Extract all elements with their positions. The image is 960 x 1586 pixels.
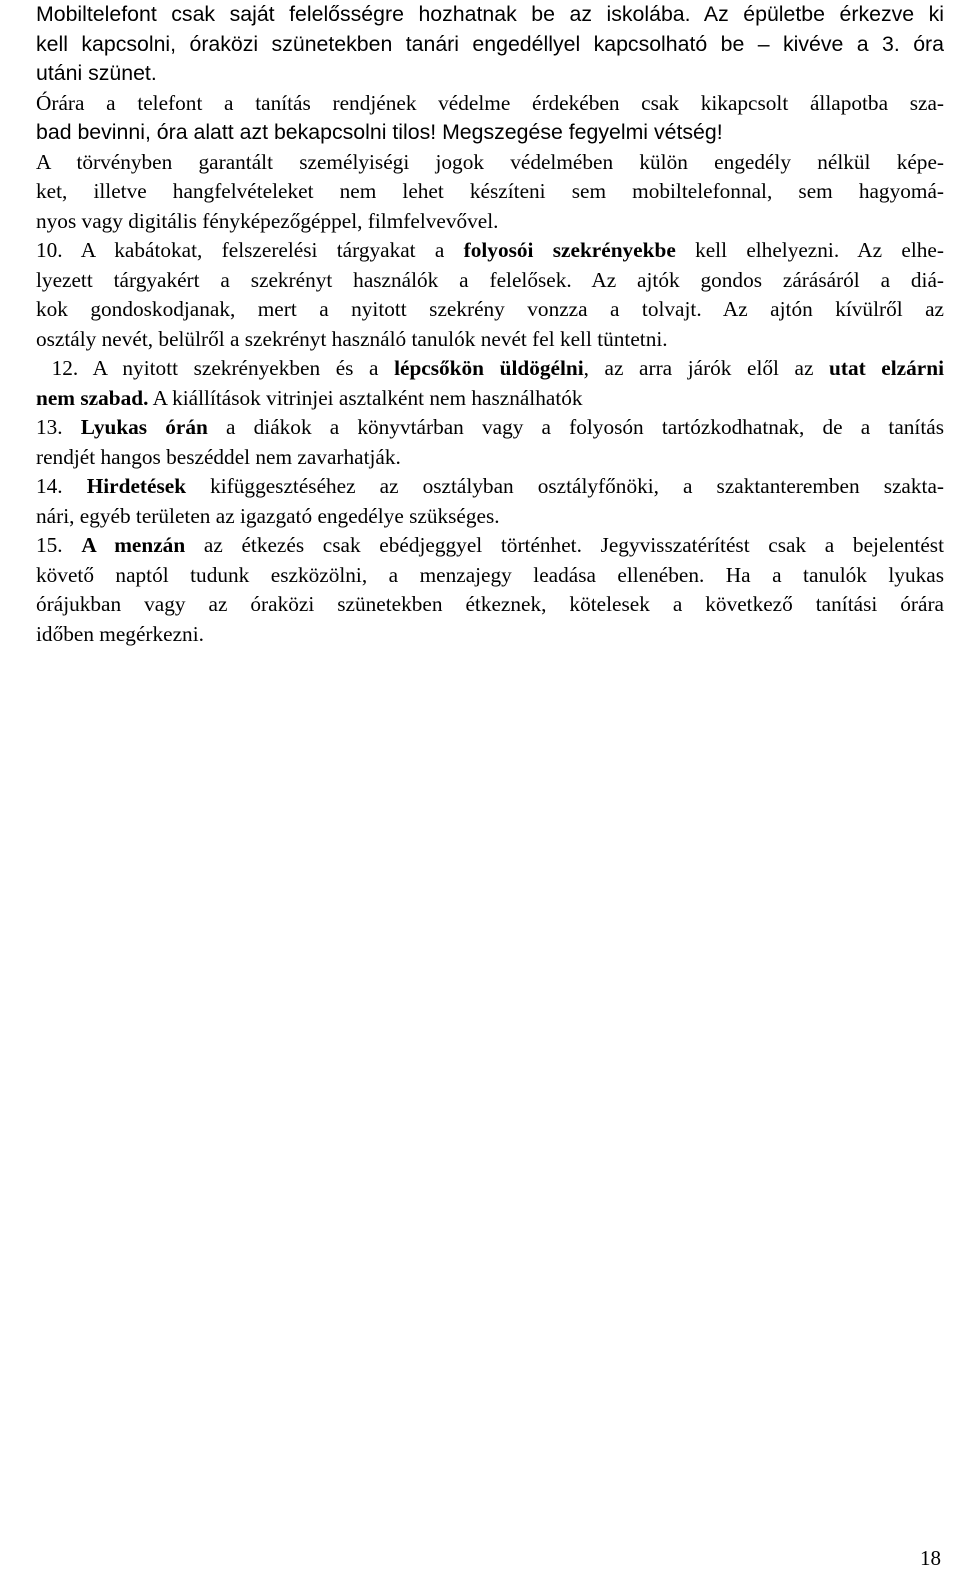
rule-item-10 — [36, 236, 944, 354]
rule-text: A kiállítások vitrinjei asztalként nem használhatók — [148, 385, 583, 410]
emphasis-text: A menzán — [81, 533, 186, 557]
rule-line — [36, 413, 944, 443]
rule-line — [36, 472, 944, 502]
rule-line — [36, 384, 944, 414]
document-page — [36, 0, 944, 649]
emphasis-text: folyosói szekrényekbe — [463, 238, 676, 262]
rule-line — [36, 531, 944, 561]
rule-text: a diákok a könyvtárban vagy a folyosón tartózkodhatnak, de a tanítás — [207, 415, 944, 439]
rule-text: , az arra járók elől az — [583, 356, 830, 380]
emphasis-text: Hirdetések — [86, 474, 187, 498]
text-line: ket, illetve hangfelvételeket nem lehet készíteni sem mobiltelefonnal, sem hagyomá- — [36, 179, 944, 203]
item-number: 15. — [36, 533, 63, 557]
rule-line: lyezett tárgyakért a szekrényt használók a felelősek. Az ajtók gondos zárásáról a diá- — [36, 267, 944, 292]
text-line: kell kapcsolni, óraközi szünetekben tanári engedéllyel kapcsolható be – kivéve a 3. óra — [36, 31, 944, 56]
rule-line: nári, egyéb területen az igazgató engedélye szükséges. — [36, 503, 500, 528]
emphasis-text: utat elzárni — [829, 356, 944, 380]
item-number: 13. — [36, 415, 63, 439]
rule-text: A kabátokat, felszerelési tárgyakat a — [80, 238, 464, 262]
rule-line: órájukban vagy az óraközi szünetekben étkeznek, kötelesek a következő tanítási órára — [36, 592, 944, 616]
rule-line: időben megérkezni. — [36, 621, 204, 646]
rule-item-15 — [36, 531, 944, 649]
text-line: A törvényben garantált személyiségi jogok védelmében külön engedély nélkül képe- — [36, 149, 944, 174]
rule-line: kok gondoskodjanak, mert a nyitott szekrény vonzza a tolvajt. Az ajtón kívülről az — [36, 297, 944, 321]
rule-item-13 — [36, 413, 944, 472]
rule-text: az étkezés csak ebédjeggyel történhet. Jegyvisszatérítést csak a bejelentést — [185, 533, 944, 557]
paragraph-mobile-phone — [36, 0, 944, 236]
text-line: Órára a telefont a tanítás rendjének védelme érdekében csak kikapcsolt állapotba sza- — [36, 90, 944, 115]
rule-line: osztály nevét, belülről a szekrényt használó tanulók nevét fel kell tüntetni. — [36, 326, 668, 351]
emphasis-text: Lyukas órán — [80, 415, 208, 439]
rule-item-14 — [36, 472, 944, 531]
rule-line — [36, 236, 944, 266]
rule-line: rendjét hangos beszéddel nem zavarhatják. — [36, 444, 401, 469]
rule-line — [36, 354, 944, 384]
emphasis-text: lépcsőkön üldögélni — [394, 356, 584, 380]
text-line: bad bevinni, óra alatt azt bekapcsolni tilos! Megszegése fegyelmi vétség! — [36, 120, 723, 144]
text-line: utáni szünet. — [36, 61, 157, 85]
item-number: 14. — [36, 474, 63, 498]
emphasis-text: nem szabad. — [36, 385, 149, 410]
rule-item-12 — [36, 354, 944, 413]
page-number: 18 — [920, 1546, 941, 1570]
text-line: Mobiltelefont csak saját felelősségre hozhatnak be az iskolába. Az épületbe érkezve ki — [36, 2, 944, 26]
item-number: 12. — [51, 356, 79, 380]
rule-text: A nyitott szekrényekben és a — [92, 356, 395, 380]
rule-text: kifüggesztéséhez az osztályban osztályfőnöki, a szaktanteremben szakta- — [186, 474, 944, 498]
text-line: nyos vagy digitális fényképezőgéppel, filmfelvevővel. — [36, 208, 499, 233]
rule-line: követő naptól tudunk eszközölni, a menzajegy leadása ellenében. Ha a tanulók lyukas — [36, 562, 944, 587]
rule-text: kell elhelyezni. Az elhe- — [675, 238, 944, 262]
item-number: 10. — [36, 238, 63, 262]
